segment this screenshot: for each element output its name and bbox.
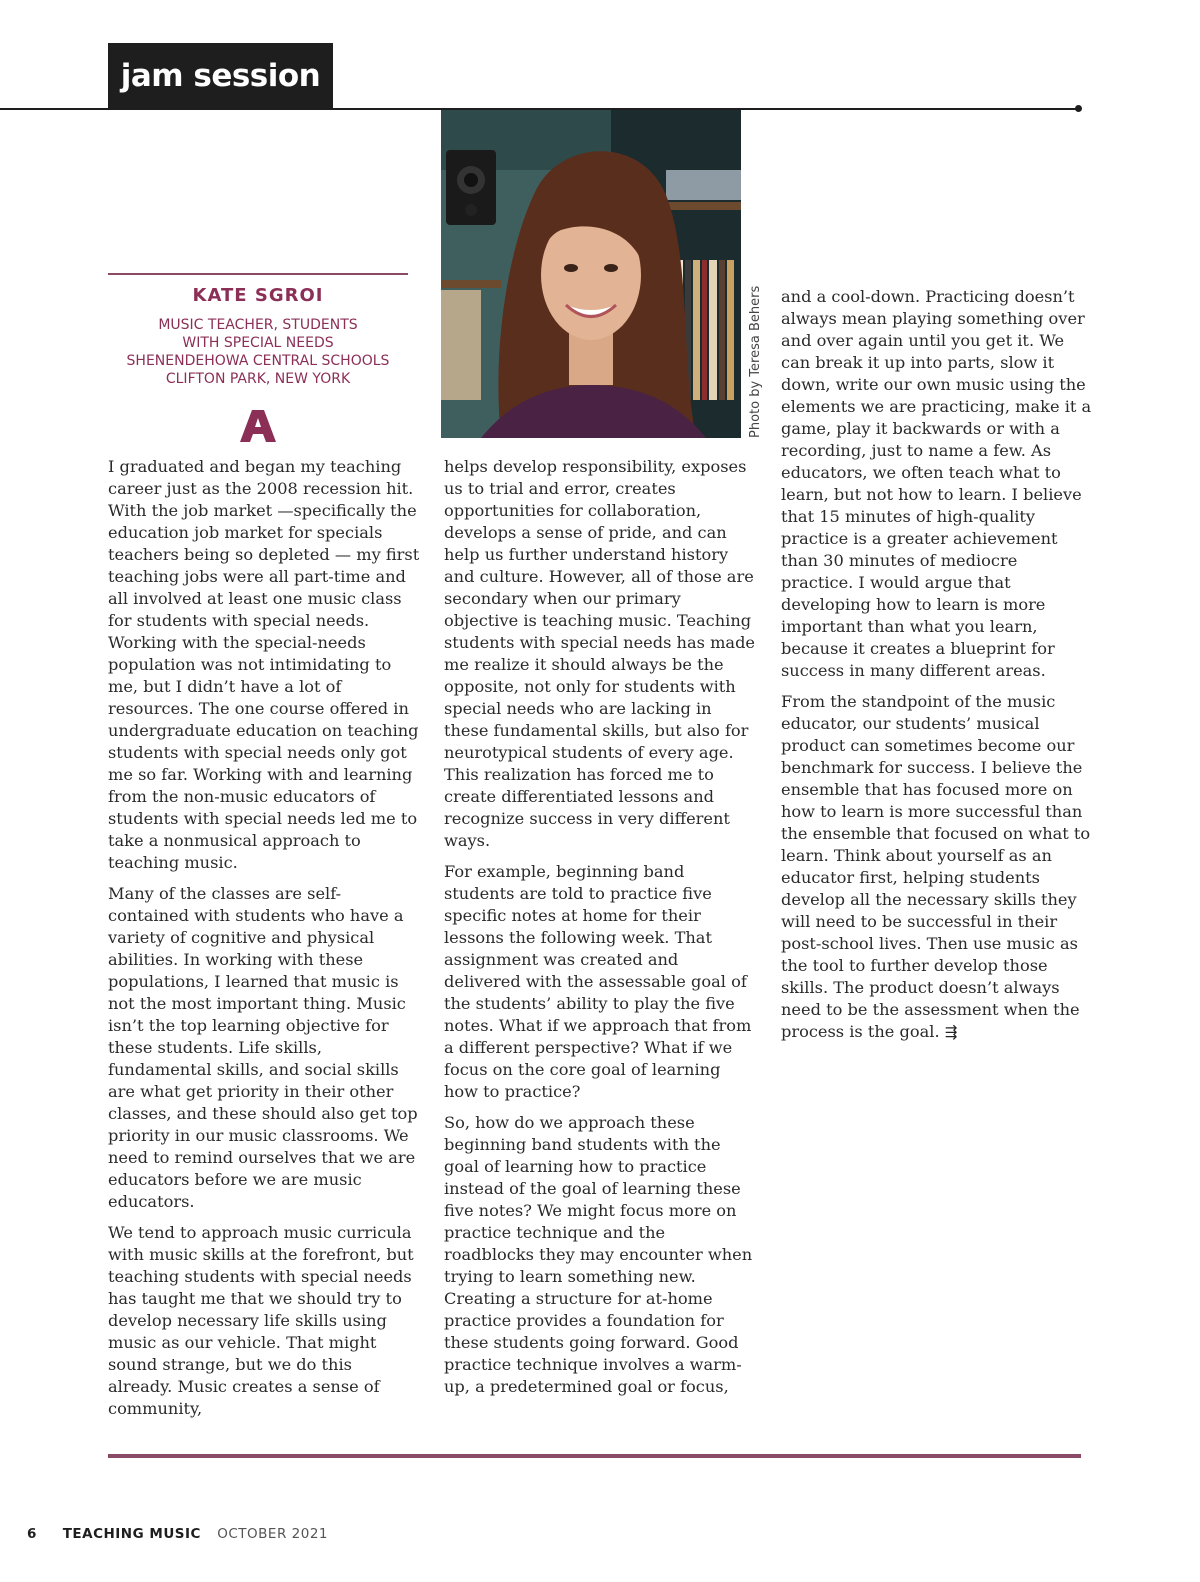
paragraph-final xyxy=(781,691,1093,1043)
author-name: KATE SGROI xyxy=(192,285,324,306)
header-rule-dot xyxy=(1075,105,1082,112)
paragraph-text: From the standpoint of the music educator, our students’ musical product can sometimes become our benchmark for success. I believe the ensemble that has focused more on how to learn is more successful than the ensemble that focused on what to learn. Think about yourself as an educator first, helping students develop all the necessary skills they will need to be successful in their post-school lives. Then use music as the tool to further develop those skills. The product doesn’t always need to be the assessment when the process is the goal. xyxy=(781,692,1091,1041)
article-column-1 xyxy=(108,456,420,1429)
paragraph: Many of the classes are self-contained with students who have a variety of cognitive and physical abilities. In working with these populations, I learned that music is not the most important thing. Music isn’t the top learning objective for these students. Life skills, fundamental skills, and social skills are what get priority in their other classes, and these should also get top priority in our music classrooms. We need to remind ourselves that we are educators before we are music educators. xyxy=(108,884,418,1211)
paragraph: I graduated and began my teaching career just as the 2008 recession hit. With the job market —specifically the education job market for specials teachers being so depleted — my first teaching jobs were all part-time and all involved at least one music class for students with special needs. Working with the special-needs population was not intimidating to me, but I didn’t have a lot of resources. The one course offered in undergraduate education on teaching students with special needs only got me so far. Working with and learning from the non-music educators of students with special needs led me to take a nonmusical approach to teaching music. xyxy=(108,457,420,872)
end-of-article-icon: ⇶ xyxy=(944,1023,958,1041)
paragraph: and a cool-down. Practicing doesn’t always mean playing something over and over again until you get it. We can break it up into parts, slow it down, write our own music using the elements we are practicing, make it a game, play it backwards or with a recording, just to name a few. As educators, we often teach what to learn, but not how to learn. I believe that 15 minutes of high-quality practice is a greater achievement than 30 minutes of mediocre practice. I would argue that developing how to learn is more important than what you learn, because it creates a blueprint for success in many different areas. xyxy=(781,287,1092,680)
author-photo xyxy=(441,110,741,438)
author-details xyxy=(100,316,416,388)
article-column-2 xyxy=(444,456,758,1407)
paragraph: We tend to approach music curricula with music skills at the forefront, but teaching students with special needs has taught me that we should try to develop necessary life skills using music as our vehicle. That might sound strange, but we do this already. Music creates a sense of community, xyxy=(108,1223,414,1418)
section-masthead xyxy=(108,43,333,109)
page-number: 6 xyxy=(27,1526,37,1542)
photo-credit: Photo by Teresa Behers xyxy=(748,285,763,438)
author-portrait-image xyxy=(441,110,741,438)
section-title: jam session xyxy=(120,58,321,94)
paragraph: helps develop responsibility, exposes us to trial and error, creates opportunities for collaboration, develops a sense of pride, and can help us further understand history and culture. However, all of those are secondary when our primary objective is teaching music. Teaching students with special needs has made me realize it should always be the opposite, not only for students with special needs who are lacking in these fundamental skills, but also for neurotypical students of every age. This realization has forced me to create differentiated lessons and recognize success in very different ways. xyxy=(444,457,756,850)
magazine-name: TEACHING MUSIC xyxy=(62,1526,201,1542)
footer-rule xyxy=(108,1454,1081,1458)
author-school-line: SHENENDEHOWA CENTRAL SCHOOLS xyxy=(126,353,390,369)
paragraph: For example, beginning band students are told to practice five specific notes at home for their lessons the following week. That assignment was created and delivered with the assessable goal of the students’ ability to play the five notes. What if we approach that from a different perspective? What if we focus on the core goal of learning how to practice? xyxy=(444,862,752,1101)
author-location-line: CLIFTON PARK, NEW YORK xyxy=(165,371,351,387)
author-title-line: WITH SPECIAL NEEDS xyxy=(182,335,334,351)
author-title-line: MUSIC TEACHER, STUDENTS xyxy=(158,317,358,333)
page-footer xyxy=(27,1526,328,1542)
byline-rule xyxy=(108,273,408,275)
article-column-3 xyxy=(781,286,1093,1052)
issue-date: OCTOBER 2021 xyxy=(217,1526,328,1542)
paragraph: So, how do we approach these beginning band students with the goal of learning how to practice instead of the goal of learning these five notes? We might focus more on practice technique and the roadblocks they may encounter when trying to learn something new. Creating a structure for at-home practice provides a foundation for these students going forward. Good practice technique involves a warm-up, a predetermined goal or focus, xyxy=(444,1113,753,1396)
section-logo-icon xyxy=(240,410,276,442)
